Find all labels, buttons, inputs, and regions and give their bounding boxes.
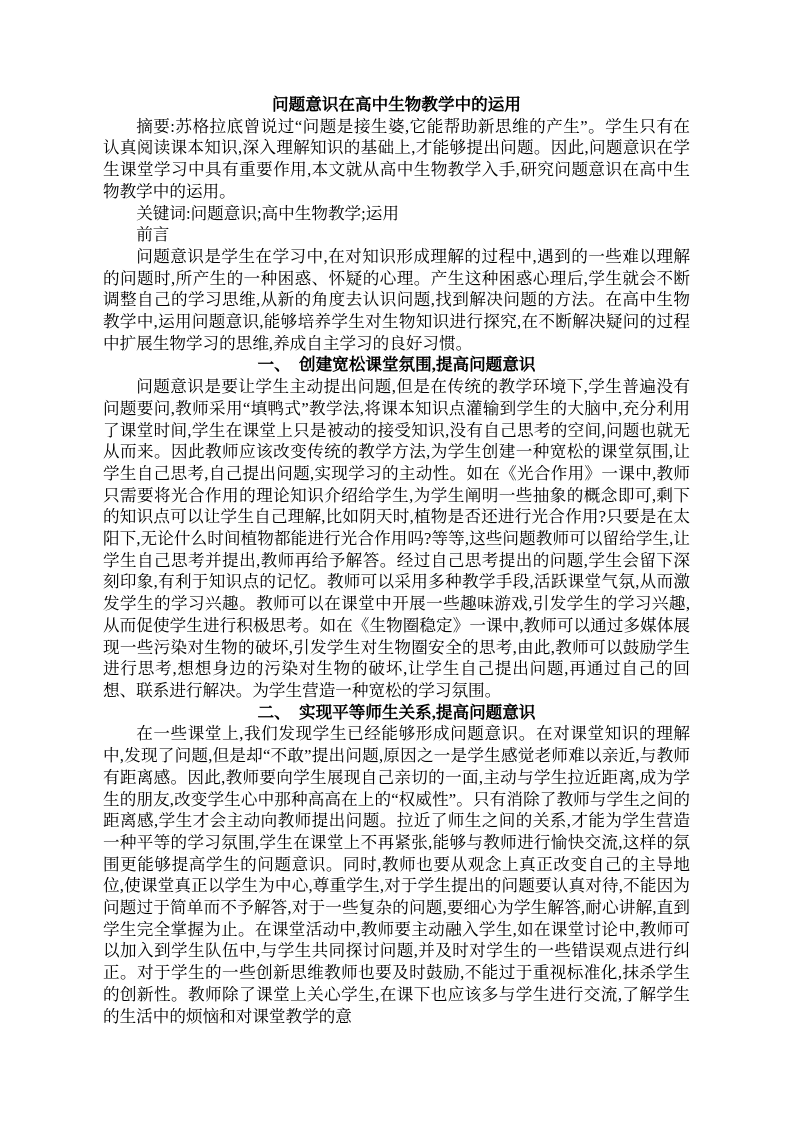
section-2-heading: 二、 实现平等师生关系,提高问题意识 (257, 702, 536, 722)
preface-paragraph: 问题意识是学生在学习中,在对知识形成理解的过程中,遇到的一些难以理解的问题时,所产生的一种困惑、怀疑的心理。产生这种困惑心理后,学生就会不断调整自己的学习思维,从新的角度去认识问题,找到解决问题的方法。在高中生物教学中,运用问题意识,能够培养学生对生物知识进行探究,在不断解决疑问的过程中扩展生物学习的思维,养成自主学习的良好习惯。 (103, 246, 690, 353)
preface-label: 前言 (136, 225, 170, 245)
keywords-paragraph: 关键词:问题意识;高中生物教学;运用 (136, 203, 399, 223)
document-title: 问题意识在高中生物教学中的运用 (272, 95, 521, 114)
section-1-body: 问题意识是要让学生主动提出问题,但是在传统的教学环境下,学生普遍没有问题要问,教师采用“填鸭式”教学法,将课本知识点灌输到学生的大脑中,充分利用了课堂时间,学生在课堂上只是被动的接受知识,没有自己思考的空间,问题也就无从而来。因此教师应该改变传统的教学方法,为学生创建一种宽松的课堂氛围,让学生自己思考,自己提出问题,实现学习的主动性。如在《光合作用》一课中,教师只需要将光合作用的理论知识介绍给学生,为学生阐明一些抽象的概念即可,剩下的知识点可以让学生自己理解,比如阴天时,植物是否还进行光合作用?只要是在太阳下,无论什么时间植物都能进行光合作用吗?等等,这些问题教师可以留给学生,让学生自己思考并提出,教师再给予解答。经过自己思考提出的问题,学生会留下深刻印象,有利于知识点的记忆。教师可以采用多种教学手段,活跃课堂气氛,从而激发学生的学习兴趣。教师可以在课堂中开展一些趣味游戏,引发学生的学习兴趣,从而促使学生进行积极思考。如在《生物圈稳定》一课中,教师可以通过多媒体展现一些污染对生物的破坏,引发学生对生物圈安全的思考,由此,教师可以鼓励学生进行思考,想想身边的污染对生物的破坏,让学生自己提出问题,再通过自己的回想、联系进行解决。为学生营造一种宽松的学习氛围。 (103, 377, 690, 700)
abstract-paragraph: 摘要:苏格拉底曾说过“问题是接生婆,它能帮助新思维的产生”。学生只有在认真阅读课本知识,深入理解知识的基础上,才能够提出问题。因此,问题意识在学生课堂学习中具有重要作用,本文就从高中生物教学入手,研究问题意识在高中生物教学中的运用。 (103, 116, 690, 201)
section-2-body: 在一些课堂上,我们发现学生已经能够形成问题意识。在对课堂知识的理解中,发现了问题,但是却“不敢”提出问题,原因之一是学生感觉老师难以亲近,与教师有距离感。因此,教师要向学生展现自己亲切的一面,主动与学生拉近距离,成为学生的朋友,改变学生心中那种高高在上的“权威性”。只有消除了教师与学生之间的距离感,学生才会主动向教师提出问题。拉近了师生之间的关系,才能为学生营造一种平等的学习氛围,学生在课堂上不再紧张,能够与教师进行愉快交流,这样的氛围更能够提高学生的问题意识。同时,教师也要从观念上真正改变自己的主导地位,使课堂真正以学生为中心,尊重学生,对于学生提出的问题要认真对待,不能因为问题过于简单而不予解答,对于一些复杂的问题,要细心为学生解答,耐心讲解,直到学生完全掌握为止。在课堂活动中,教师要主动融入学生,如在课堂讨论中,教师可以加入到学生队伍中,与学生共同探讨问题,并及时对学生的一些错误观点进行纠正。对于学生的一些创新思维教师也要及时鼓励,不能过于重视标准化,抹杀学生的创新性。教师除了课堂上关心学生,在课下也应该多与学生进行交流,了解学生的生活中的烦恼和对课堂教学的意 (103, 724, 690, 1026)
section-1-heading: 一、 创建宽松课堂氛围,提高问题意识 (257, 355, 536, 375)
